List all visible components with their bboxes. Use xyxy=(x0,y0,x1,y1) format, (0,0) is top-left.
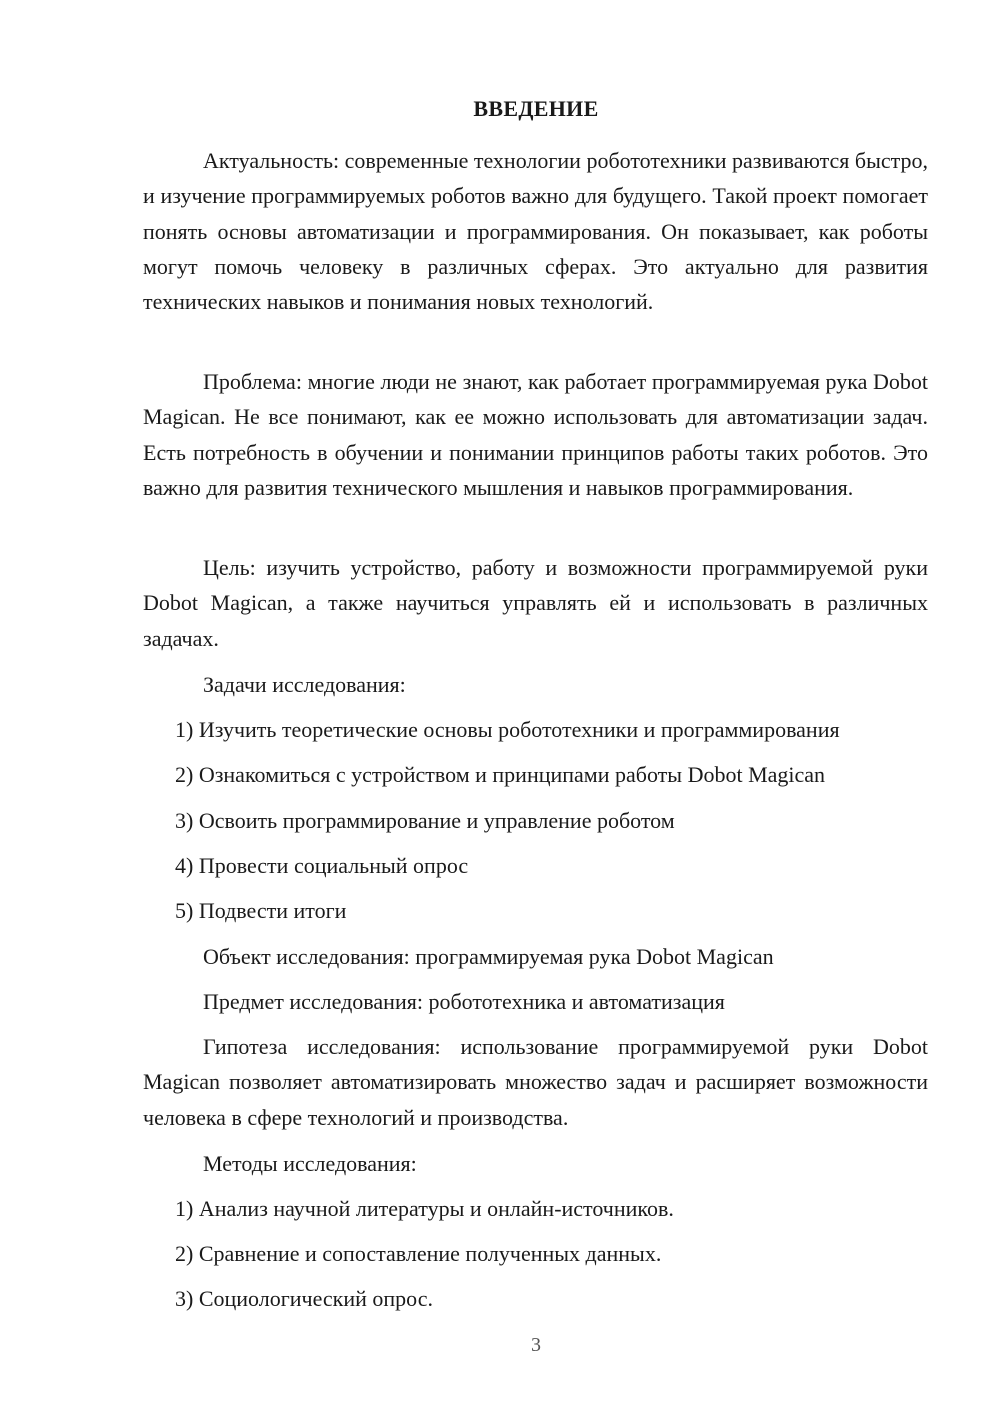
method-item: 1) Анализ научной литературы и онлайн-источников. xyxy=(175,1196,674,1221)
problem-paragraph: Проблема: многие люди не знают, как работает программируемая рука Dobot Magican. Не все понимают, как ее можно использовать для автоматизации задач. Есть потребность в обучении и понимании принципов работы таких роботов. Это важно для развития технического мышления и навыков программирования. xyxy=(143,369,928,500)
object-line: Объект исследования: программируемая рука Dobot Magican xyxy=(203,944,774,969)
goal-paragraph: Цель: изучить устройство, работу и возможности программируемой руки Dobot Magican, а также научиться управлять ей и использовать в различных задачах. xyxy=(143,555,928,651)
method-item: 2) Сравнение и сопоставление полученных данных. xyxy=(175,1241,662,1266)
task-item: 3) Освоить программирование и управление роботом xyxy=(175,808,675,833)
subject-line: Предмет исследования: робототехника и автоматизация xyxy=(203,989,725,1014)
page-number: 3 xyxy=(531,1334,541,1356)
relevance-paragraph: Актуальность: современные технологии робототехники развиваются быстро, и изучение программируемых роботов важно для будущего. Такой проект помогает понять основы автоматизации и программирования. Он показывает, как роботы могут помочь человеку в различных сферах. Это актуально для развития технических навыков и понимания новых технологий. xyxy=(143,148,929,315)
tasks-heading: Задачи исследования: xyxy=(203,672,406,697)
task-item: 4) Провести социальный опрос xyxy=(175,853,469,878)
methods-heading: Методы исследования: xyxy=(203,1151,417,1176)
hypothesis-paragraph: Гипотеза исследования: использование программируемой руки Dobot Magican позволяет автоматизировать множество задач и расширяет возможности человека в сфере технологий и производства. xyxy=(143,1034,928,1130)
task-item: 1) Изучить теоретические основы робототехники и программирования xyxy=(175,717,840,742)
task-item: 2) Ознакомиться с устройством и принципами работы Dobot Magican xyxy=(175,762,826,787)
method-item: 3) Социологический опрос. xyxy=(175,1286,433,1311)
task-item: 5) Подвести итоги xyxy=(175,898,347,923)
page-title: ВВЕДЕНИЕ xyxy=(473,96,599,121)
